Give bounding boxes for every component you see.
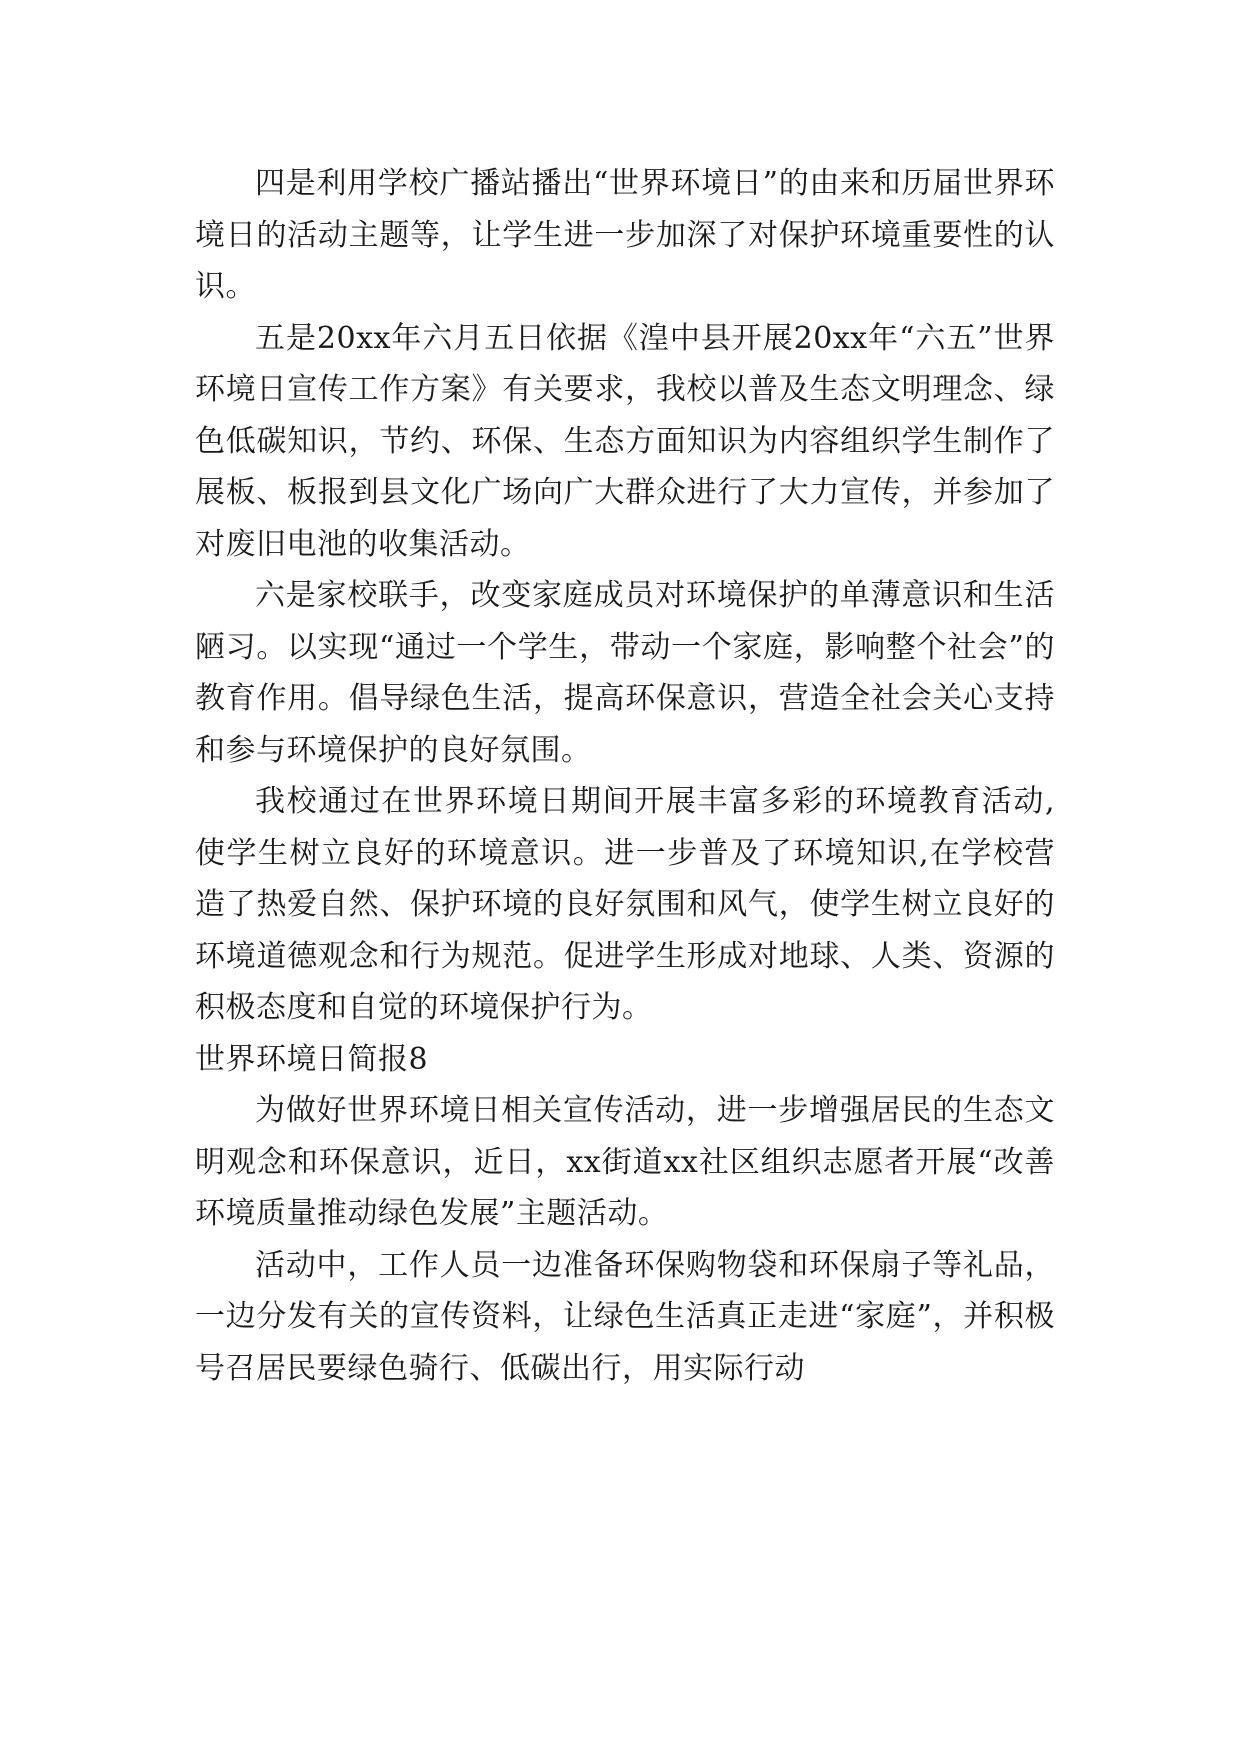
document-body [195,158,1055,1394]
paragraph-item-6: 六是家校联手，改变家庭成员对环境保护的单薄意识和生活陋习。以实现“通过一个学生，带动一个家庭，影响整个社会”的教育作用。倡导绿色生活，提高环保意识，营造全社会关心支持和参与环境保护的良好氛围。 [195,578,1055,768]
paragraph-intro: 为做好世界环境日相关宣传活动，进一步增强居民的生态文明观念和环保意识，近日，xx街道xx社区组织志愿者开展“改善环境质量推动绿色发展”主题活动。 [195,1093,1055,1231]
paragraph-summary: 我校通过在世界环境日期间开展丰富多彩的环境教育活动,使学生树立良好的环境意识。进一步普及了环境知识,在学校营造了热爱自然、保护环境的良好氛围和风气，使学生树立良好的环境道德观念和行为规范。促进学生形成对地球、人类、资源的积极态度和自觉的环境保护行为。 [195,784,1055,1025]
paragraph-item-4: 四是利用学校广播站播出“世界环境日”的由来和历届世界环境日的活动主题等，让学生进一步加深了对保护环境重要性的认识。 [195,166,1055,304]
paragraph-item-5: 五是20xx年六月五日依据《湟中县开展20xx年“六五”世界环境日宣传工作方案》有关要求，我校以普及生态文明理念、绿色低碳知识，节约、环保、生态方面知识为内容组织学生制作了展板、板报到县文化广场向广大群众进行了大力宣传，并参加了对废旧电池的收集活动。 [195,320,1055,562]
section-title: 世界环境日简报8 [195,1041,429,1077]
paragraph-activity: 活动中，工作人员一边准备环保购物袋和环保扇子等礼品，一边分发有关的宣传资料，让绿色生活真正走进“家庭”，并积极号召居民要绿色骑行、低碳出行，用实际行动 [195,1247,1055,1386]
